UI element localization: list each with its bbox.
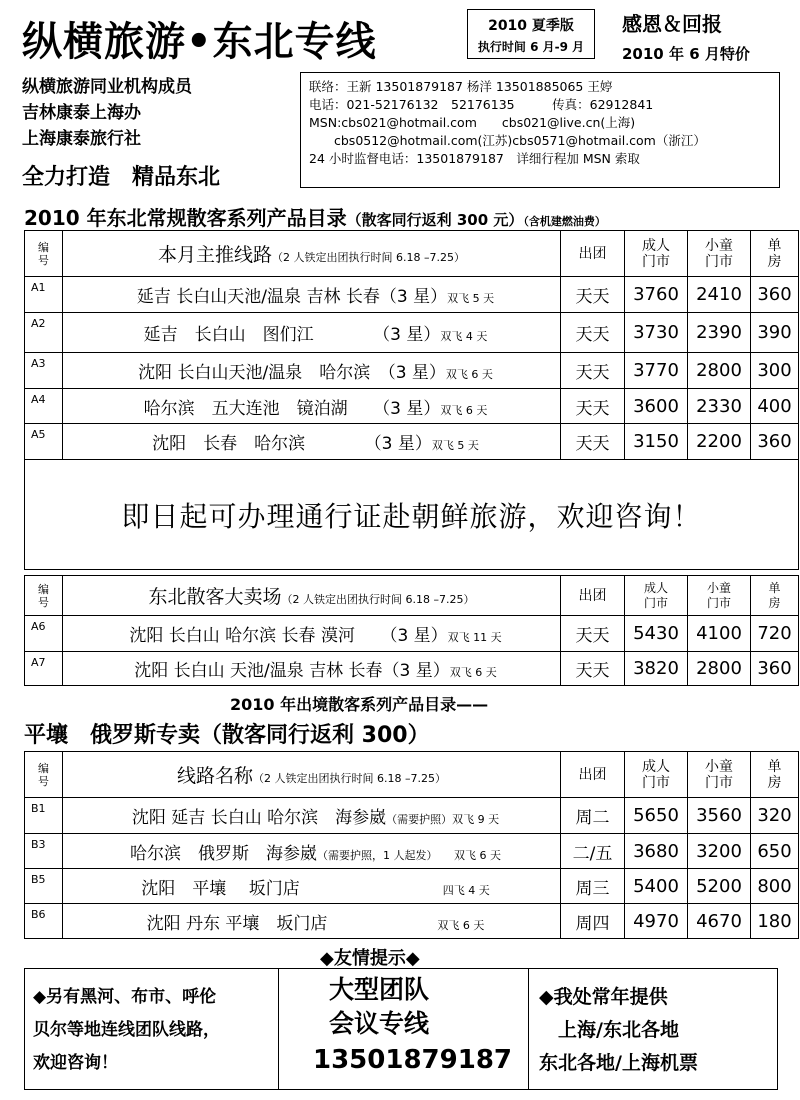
row-child-price: 2200 [688,424,751,460]
row-dep: 二/五 [561,834,625,869]
row-route-text: 沈阳 长白山天池/温泉 哈尔滨 （3 星） [138,363,446,383]
header-child-text: 小童 门市 [705,237,733,270]
row-dep: 天天 [561,616,625,652]
header-no [25,576,63,616]
header-route-text: 东北散客大卖场 [148,586,282,608]
header-child-text: 小童 门市 [705,758,733,791]
table-row [25,389,799,424]
catalog-title-note: （含机建燃油费） [523,215,606,228]
row-adult-price: 5650 [625,798,688,834]
row-adult-price: 5400 [625,869,688,904]
row-dep: 天天 [561,353,625,389]
row-dep: 周三 [561,869,625,904]
contact-line: MSN:cbs021@hotmail.com cbs021@live.cn(上海) [309,115,636,130]
row-route-text: 延吉 长白山天池/温泉 吉林 长春（3 星） [136,287,448,307]
header-dep: 出团 [561,231,625,277]
row-route [63,798,561,834]
row-adult-price: 5430 [625,616,688,652]
header-route-note: （2 人铁定出团执行时间 6.18 –7.25） [281,593,475,606]
row-adult-price: 3600 [625,389,688,424]
row-child-price: 4100 [688,616,751,652]
row-adult-price: 3730 [625,313,688,353]
table-row [25,798,799,834]
row-single-price: 400 [751,389,799,424]
row-child-price: 2410 [688,277,751,313]
row-child-price: 4670 [688,904,751,939]
row-child-price: 2800 [688,652,751,686]
row-single-price: 650 [751,834,799,869]
header-route [63,752,561,798]
row-route-text: 沈阳 平壤 坂门店 [141,878,300,899]
member-item: 吉林康泰上海办 [22,103,141,123]
row-no: A2 [25,313,63,353]
header-no [25,231,63,277]
table-header-row [25,752,799,798]
season-box [467,9,595,59]
row-single-price: 360 [751,277,799,313]
row-adult-price: 3820 [625,652,688,686]
table-row [25,869,799,904]
row-route-note: 双飞 5 天 [431,439,479,452]
header-no-text: 编 号 [38,761,49,788]
row-dep: 周四 [561,904,625,939]
row-route-text: 哈尔滨 俄罗斯 海参崴 [130,843,317,864]
row-no: A7 [25,652,63,686]
header-single-text: 单 房 [768,580,781,610]
footer-group-label: 大型团队 [329,975,430,1004]
row-route [63,869,561,904]
table-row [25,834,799,869]
row-route-text: 沈阳 丹东 平壤 坂门店 [146,913,328,934]
row-route [63,389,561,424]
row-route-note: 双飞 6 天 [327,918,485,932]
contact-box [300,72,780,188]
row-no: B3 [25,834,63,869]
row-child-price: 2800 [688,353,751,389]
domestic-table [24,230,799,570]
header-adult [625,752,688,798]
table-header-row [25,231,799,277]
footer-left [25,969,279,1089]
table-row [25,277,799,313]
row-dep: 天天 [561,424,625,460]
row-dep: 天天 [561,313,625,353]
row-route-note: 双飞 4 天 [440,330,488,343]
table-row [25,652,799,686]
footer-middle [279,969,529,1089]
row-route [63,313,561,353]
header-route-note: （2 人铁定出团执行时间 6.18 –7.25） [272,251,465,264]
contact-line: 联络：王新 13501879187 杨洋 13501885065 王婷 [309,79,613,94]
header-child [688,576,751,616]
contact-line: 电话：021-52176132 52176135 传真：62912841 [309,97,654,112]
catalog-title [24,202,606,231]
friendly-tip-heading: ◆友情提示◆ [320,948,420,969]
thanks-block [622,8,750,64]
row-child-price: 3200 [688,834,751,869]
header-single [751,576,799,616]
row-child-price: 2330 [688,389,751,424]
row-route [63,353,561,389]
row-route [63,424,561,460]
row-route-text: 沈阳 延吉 长白山 哈尔滨 海参崴 [131,808,387,828]
row-child-price: 3560 [688,798,751,834]
outbound-subtitle: 平壤 俄罗斯专卖（散客同行返利 300） [24,723,430,748]
row-no: B6 [25,904,63,939]
row-no: A5 [25,424,63,460]
row-adult-price: 3680 [625,834,688,869]
row-route-text: 延吉 长白山 图们江 （3 星） [143,325,441,345]
row-route-text: 沈阳 长春 哈尔滨 （3 星） [152,434,432,454]
row-single-price: 360 [751,652,799,686]
header-route-note: （2 人铁定出团执行时间 6.18 –7.25） [253,772,446,785]
row-route-note: 双飞 6 天 [449,666,497,679]
header-no [25,752,63,798]
header-child [688,231,751,277]
season-label: 2010 夏季版 [488,18,574,34]
table-row [25,424,799,460]
row-route [63,652,561,686]
row-child-price: 2390 [688,313,751,353]
footer-phone: 13501879187 [313,1045,512,1075]
special-label: 2010 年 6 月特价 [622,45,750,63]
row-route [63,904,561,939]
banner-row [25,460,799,570]
row-single-price: 720 [751,616,799,652]
row-single-price: 320 [751,798,799,834]
row-single-price: 300 [751,353,799,389]
row-dep: 周二 [561,798,625,834]
header-single [751,231,799,277]
footer-right-line: ◆我处常年提供 [539,986,668,1008]
header-adult [625,231,688,277]
row-route [63,834,561,869]
header-adult-text: 成人 门市 [642,237,670,270]
header-route-text: 本月主推线路 [158,244,273,266]
footer-right-line: 上海/东北各地 [539,1019,679,1041]
footer-left-line: 贝尔等地连线团队线路， [33,1020,220,1040]
header-child-text: 小童 门市 [706,580,731,610]
row-route-note: 双飞 11 天 [447,631,502,644]
row-route-note: （需要护照）双飞 9 天 [386,813,500,826]
row-dep: 天天 [561,389,625,424]
footer-meeting-label: 会议专线 [329,1009,430,1038]
row-dep: 天天 [561,652,625,686]
footer-box [24,968,778,1090]
thanks-label: 感恩＆回报 [622,12,722,36]
header-single-text: 单 房 [767,758,782,791]
row-single-price: 800 [751,869,799,904]
table-row [25,353,799,389]
catalog-title-main: 2010 年东北常规散客系列产品目录 [24,206,347,230]
member-item: 纵横旅游同业机构成员 [22,77,192,97]
header-adult-text: 成人 门市 [643,580,668,610]
footer-left-line: ◆另有黑河、布市、呼伦 [33,987,217,1007]
row-route-text: 哈尔滨 五大连池 镜泊湖 （3 星） [143,398,441,419]
table-row [25,904,799,939]
page-title: 纵横旅游•东北专线 [22,19,377,65]
sale-table [24,575,799,686]
row-single-price: 180 [751,904,799,939]
outbound-table [24,751,799,939]
header-dep: 出团 [561,752,625,798]
row-no: B1 [25,798,63,834]
outbound-title: 2010 年出境散客系列产品目录—— [230,695,489,714]
header-adult-text: 成人 门市 [642,758,670,791]
header-route [63,231,561,277]
row-no: A4 [25,389,63,424]
row-single-price: 390 [751,313,799,353]
header-single-text: 单 房 [767,237,782,270]
row-no: A6 [25,616,63,652]
row-dep: 天天 [561,277,625,313]
row-child-price: 5200 [688,869,751,904]
row-adult-price: 3770 [625,353,688,389]
table-header-row [25,576,799,616]
table-row [25,313,799,353]
row-route-note: 双飞 6 天 [440,403,488,417]
north-korea-banner: 即日起可办理通行证赴朝鲜旅游，欢迎咨询！ [25,460,799,570]
header-dep: 出团 [561,576,625,616]
row-single-price: 360 [751,424,799,460]
header-route [63,576,561,616]
row-no: A1 [25,277,63,313]
row-adult-price: 3760 [625,277,688,313]
footer-right [529,969,779,1089]
row-route [63,616,561,652]
contact-line: cbs0512@hotmail.com(江苏)cbs0571@hotmail.com（浙江） [309,133,706,148]
footer-left-line: 欢迎咨询！ [33,1053,118,1073]
row-no: A3 [25,353,63,389]
row-route-note: （需要护照，1 人起发） 双飞 6 天 [317,848,501,862]
row-route-note: 四飞 4 天 [299,883,490,897]
period-label: 执行时间 6 月-9 月 [477,40,585,54]
row-route-note: 双飞 5 天 [447,292,495,305]
row-adult-price: 3150 [625,424,688,460]
header-route-text: 线路名称 [177,765,254,787]
row-route-note: 双飞 6 天 [445,368,493,381]
contact-line: 24 小时监督电话：13501879187 详细行程加 MSN 索取 [309,151,640,166]
table-row [25,616,799,652]
catalog-title-paren: （散客同行返利 300 元） [346,211,524,229]
slogan: 全力打造 精品东北 [22,165,221,190]
member-item: 上海康泰旅行社 [22,129,141,149]
row-route-text: 沈阳 长白山 哈尔滨 长春 漠河 （3 星） [129,626,448,646]
header-no-text: 编 号 [38,582,49,609]
row-route [63,277,561,313]
header-child [688,752,751,798]
footer-right-line: 东北各地/上海机票 [539,1052,698,1074]
row-adult-price: 4970 [625,904,688,939]
row-route-text: 沈阳 长白山 天池/温泉 吉林 长春（3 星） [134,661,450,681]
header-adult [625,576,688,616]
header-single [751,752,799,798]
header-no-text: 编 号 [38,240,49,267]
member-list [22,74,192,152]
row-no: B5 [25,869,63,904]
